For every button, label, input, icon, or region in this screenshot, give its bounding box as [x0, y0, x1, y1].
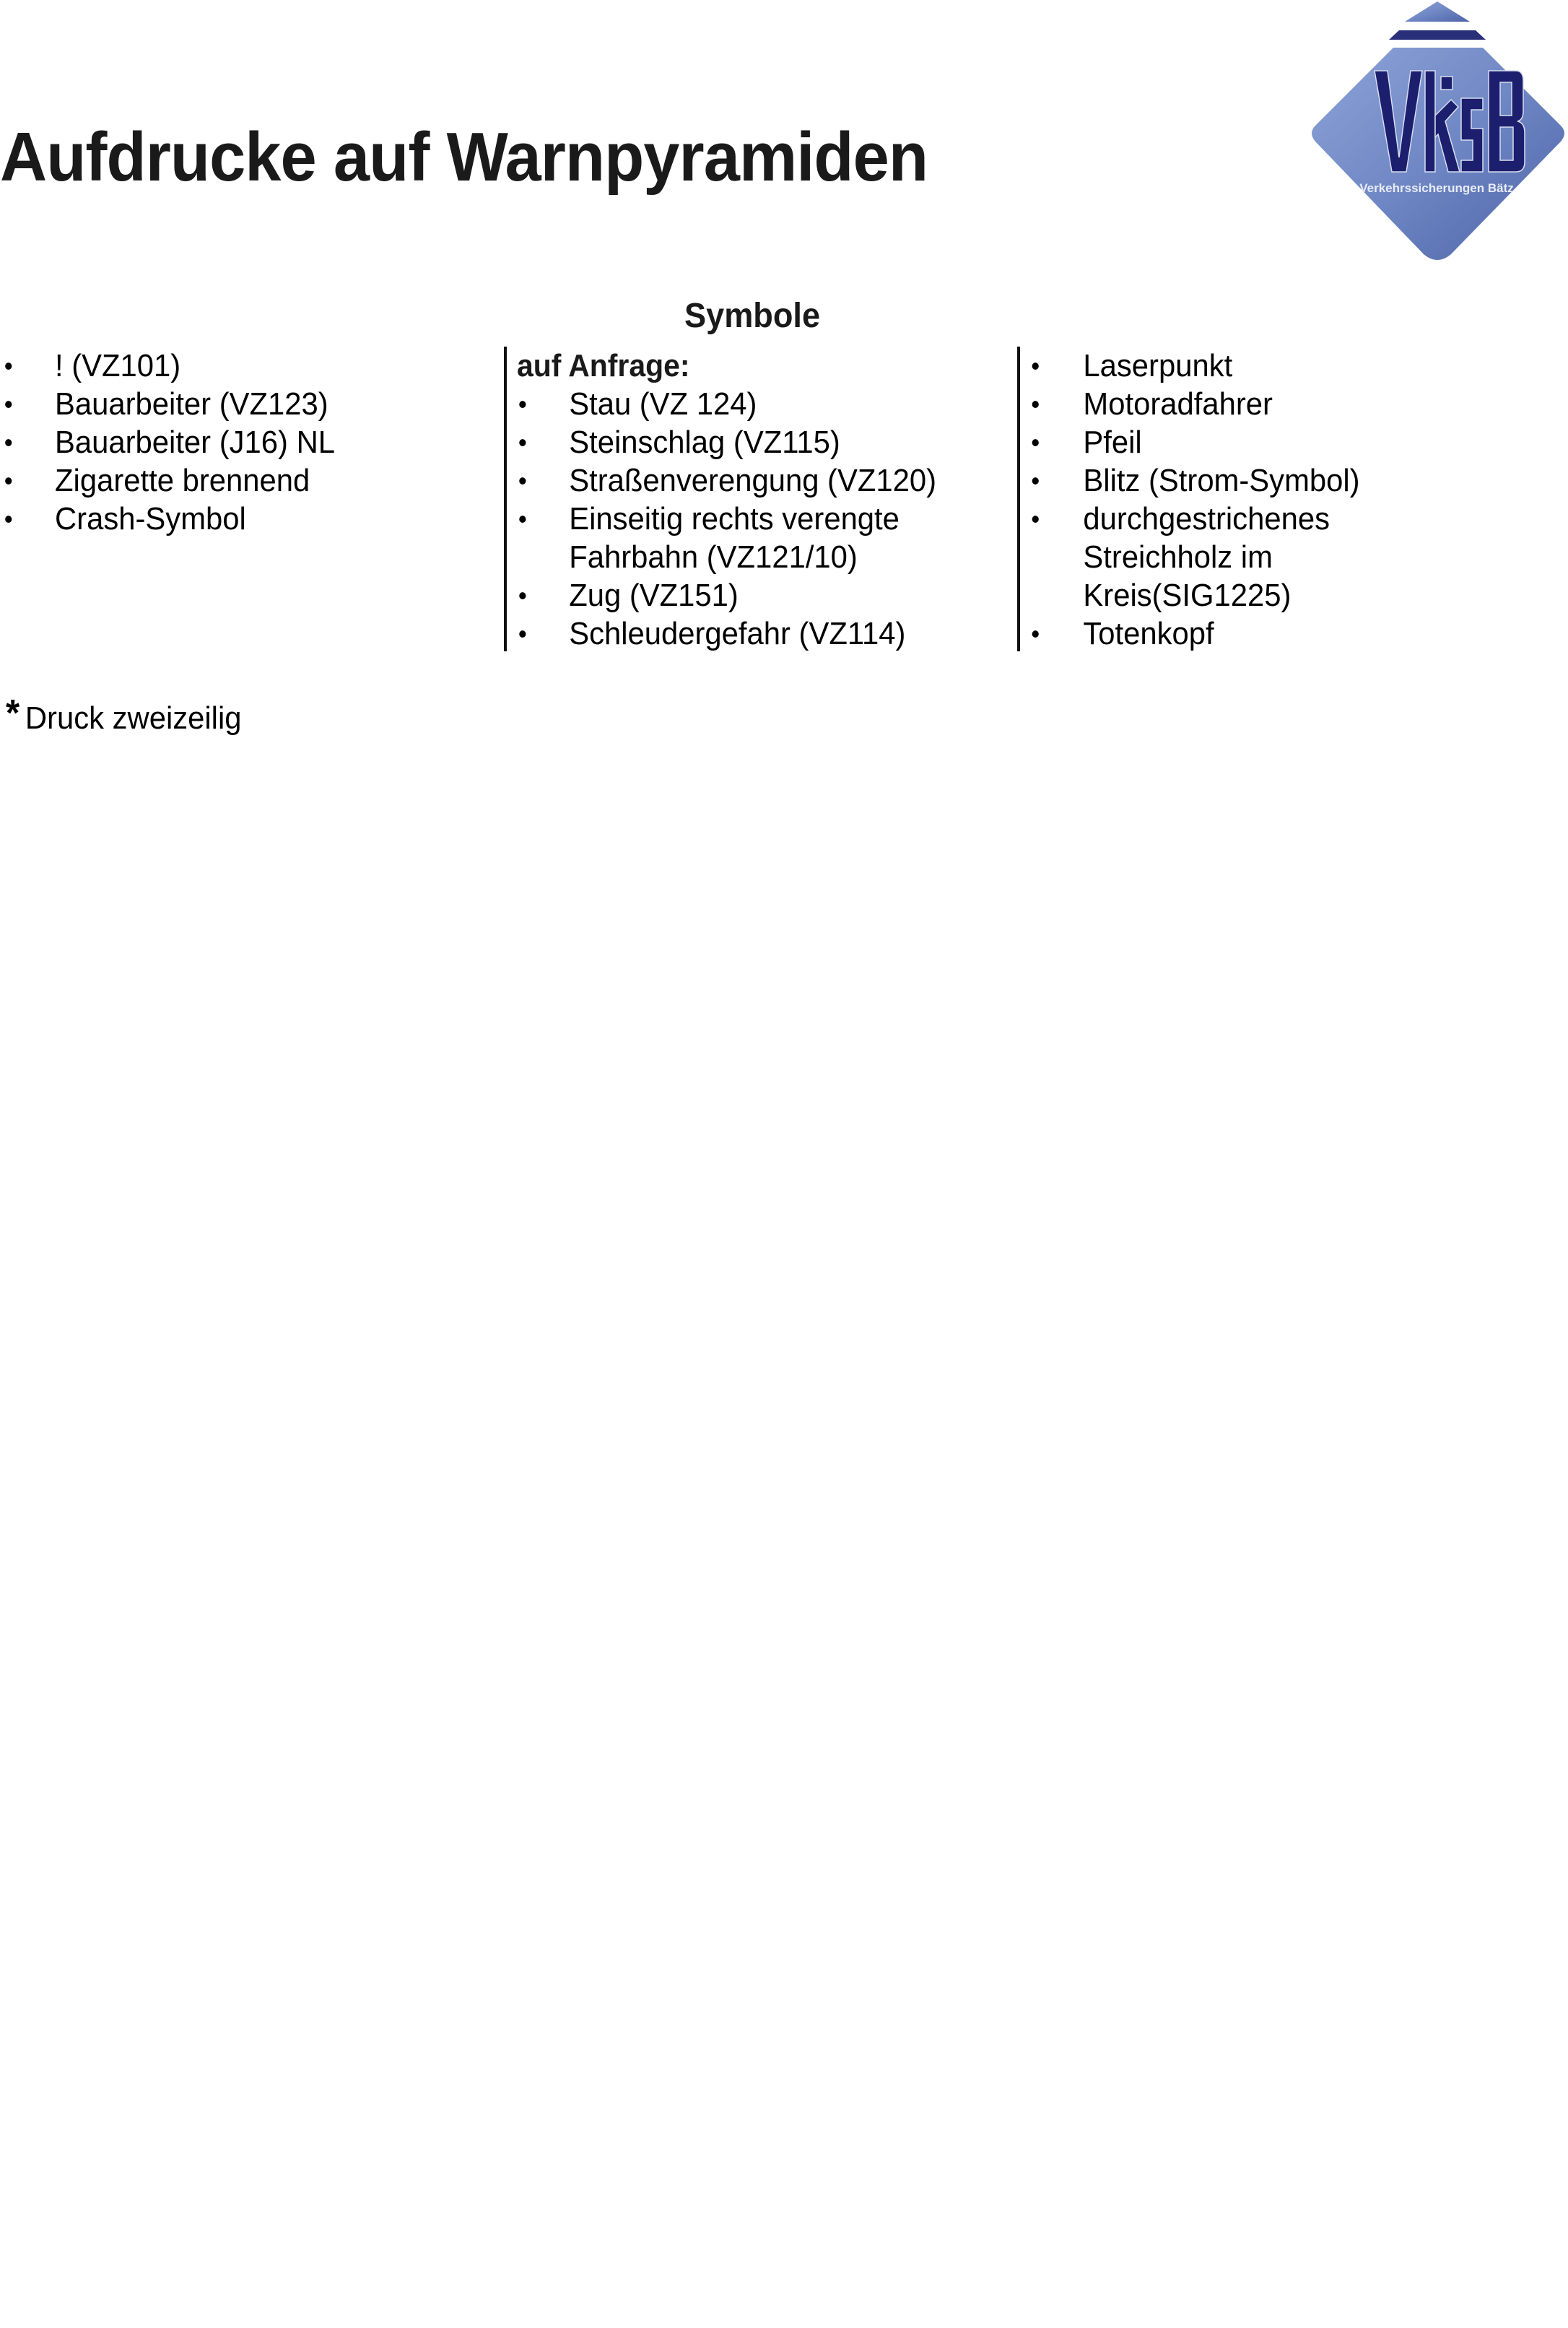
symbols-list-additional — [1020, 347, 1525, 653]
list-item: • Steinschlag (VZ115) — [518, 425, 840, 460]
asterisk-icon: * — [6, 692, 20, 734]
list-item: • Einseitig rechts verengte Fahrbahn (VZ121/10) — [518, 501, 900, 575]
bullet-icon: • — [1031, 619, 1040, 648]
on-request-subheading: auf Anfrage: — [517, 348, 690, 383]
list-item: • durchgestrichenes Streichholz im Kreis(SIG1225) — [1031, 501, 1330, 613]
bullet-icon: • — [1031, 504, 1040, 534]
bullet-icon: • — [1031, 427, 1040, 457]
svg-text:Verkehrssicherungen Bätz: Verkehrssicherungen Bätz — [1359, 181, 1514, 195]
company-logo — [1307, 0, 1568, 264]
bullet-icon: • — [518, 427, 527, 457]
list-item: • Pfeil — [1031, 425, 1142, 460]
bullet-icon: • — [518, 466, 527, 495]
list-item: • Schleudergefahr (VZ114) — [518, 616, 906, 651]
list-item: • Crash-Symbol — [4, 501, 246, 537]
bullet-icon: • — [1031, 466, 1040, 495]
symbols-list-on-request — [517, 385, 1022, 653]
symbols-heading: Symbole — [684, 297, 821, 335]
list-item: • Bauarbeiter (J16) NL — [4, 425, 336, 460]
bullet-icon: • — [4, 389, 13, 419]
bullet-icon: • — [518, 389, 527, 419]
footnote — [6, 692, 241, 737]
footnote-text: Druck zweizeilig — [25, 700, 242, 736]
list-item: • Zigarette brennend — [4, 463, 310, 498]
symbols-column-standard — [0, 347, 498, 538]
list-item: • Straßenverengung (VZ120) — [518, 463, 937, 498]
vksb-logo-icon — [1307, 0, 1568, 264]
page-title: Aufdrucke auf Warnpyramiden — [0, 118, 928, 196]
bullet-icon: • — [1031, 351, 1040, 381]
list-item: • Blitz (Strom-Symbol) — [1031, 463, 1360, 498]
bullet-icon: • — [518, 581, 527, 610]
symbols-list-standard — [0, 347, 498, 538]
list-item: • Zug (VZ151) — [518, 578, 739, 613]
list-item: • Motoradfahrer — [1031, 386, 1273, 422]
list-item: • Stau (VZ 124) — [518, 386, 757, 422]
list-item: • Bauarbeiter (VZ123) — [4, 386, 328, 422]
bullet-icon: • — [1031, 389, 1040, 419]
bullet-icon: • — [518, 504, 527, 534]
symbols-column-additional — [1017, 347, 1525, 651]
list-item: • ! (VZ101) — [4, 348, 181, 383]
bullet-icon: • — [4, 427, 13, 457]
bullet-icon: • — [4, 466, 13, 495]
list-item: • Totenkopf — [1031, 616, 1214, 651]
symbols-column-on-request — [504, 347, 1022, 651]
bullet-icon: • — [4, 351, 13, 381]
list-item: • Laserpunkt — [1031, 348, 1233, 383]
bullet-icon: • — [4, 504, 13, 534]
bullet-icon: • — [518, 619, 527, 648]
